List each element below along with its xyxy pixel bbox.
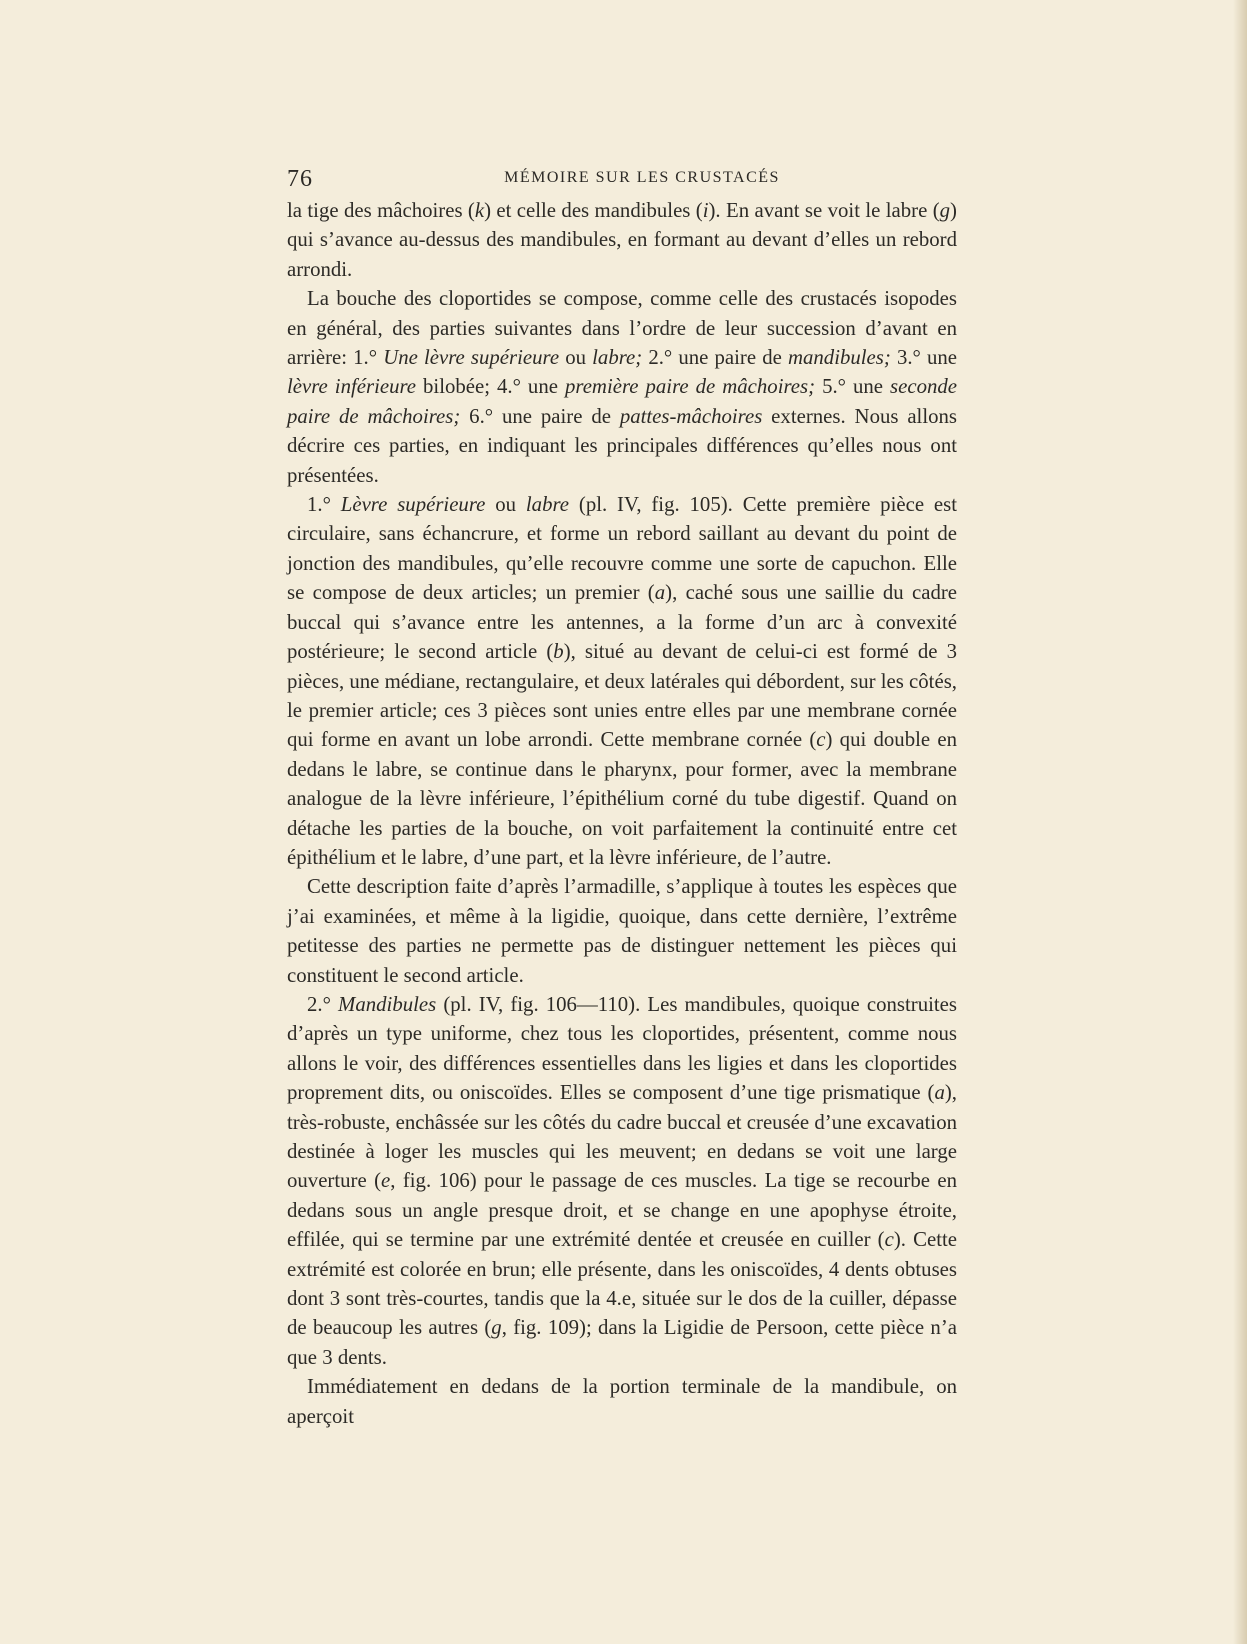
- italic-run: g: [939, 199, 951, 222]
- text-run: 5.° une: [815, 375, 891, 399]
- italic-run: labre: [525, 493, 570, 517]
- page-number: 76: [287, 166, 313, 192]
- italic-run: a: [934, 1081, 945, 1105]
- text-run: 3.° une: [890, 346, 958, 370]
- italic-run: mandibules;: [787, 346, 891, 370]
- text-run: ou: [559, 346, 593, 370]
- page-header: [287, 166, 957, 192]
- italic-run: labre;: [592, 346, 643, 370]
- italic-run: g: [491, 1316, 502, 1340]
- text-run: ou: [485, 493, 526, 517]
- text-run: 1.°: [307, 493, 341, 517]
- text-run: 6.° une paire de: [460, 404, 620, 428]
- text-run: 2.° une paire de: [642, 346, 788, 370]
- text-run: ), très-robuste, enchâssée sur les côtés du cadre buccal et creusée d’une excavation destinée à loger les muscles qui les meuvent; en dedans se voit une large ouverture (: [287, 1081, 957, 1193]
- italic-run: c: [816, 728, 826, 752]
- text-run: ) qui double en dedans le labre, se continue dans le pharynx, pour former, avec la membrane analogue de la lèvre inférieure, l’épithélium corné du tube digestif. Quand on détache les parties de la bouche, on voit parfaitement la continuité entre cet épithélium et le labre, d’une part, et la lèvre inférieure, de l’autre.: [287, 728, 957, 869]
- paragraph: [287, 196, 957, 284]
- italic-run: e: [381, 1169, 391, 1193]
- text-run: , fig. 106) pour le passage de ces muscles. La tige se recourbe en dedans sous un angle presque droit, et se change en une apophyse étroite, effilée, qui se termine par une extrémité dentée et creusée en cuiller (: [287, 1169, 957, 1252]
- italic-run: i: [702, 199, 709, 222]
- text-run: ). Cette extrémité est colorée en brun; elle présente, dans les oniscoïdes, 4 dents obtuses dont 3 sont très-courtes, tandis que la 4.e, située sur le dos de la cuiller, dépasse de beaucoup les autres (: [287, 1228, 957, 1340]
- running-title: MÉMOIRE SUR LES CRUSTACÉS: [504, 169, 780, 186]
- text-run: la tige des mâchoires (: [287, 199, 475, 222]
- text-run: 2.°: [307, 992, 339, 1016]
- text-run: Immédiatement en dedans de la portion terminale de la mandibule, on aperçoit: [287, 1375, 957, 1428]
- paragraph: [287, 490, 957, 872]
- paragraph: [287, 872, 957, 990]
- text-run: ) et celle des mandibules (: [484, 199, 703, 222]
- italic-run: lèvre inférieure: [287, 375, 417, 399]
- italic-run: k: [474, 199, 485, 222]
- text-run: ) qui s’avance au-dessus des mandibules, en formant au devant d’elles un rebord arrondi.: [287, 199, 957, 281]
- italic-run: seconde paire de mâchoires;: [287, 375, 957, 428]
- paragraph: [287, 990, 957, 1372]
- text-run: (pl. IV, fig. 105). Cette première pièce est circulaire, sans échancrure, et forme un rebord saillant au devant du point de jonction des mandibules, qu’elle recouvre comme une sorte de capuchon. Elle se compose de deux articles; un premier (: [287, 493, 958, 605]
- text-run: ), situé au devant de celui-ci est formé de 3 pièces, une médiane, rectangulaire, et deux latérales qui débordent, sur les côtés, le premier article; ces 3 pièces sont unies entre elles par une membrane cornée qui forme en avant un lobe arrondi. Cette membrane cornée (: [287, 640, 957, 752]
- text-run: , fig. 109); dans la Ligidie de Persoon, cette pièce n’a que 3 dents.: [287, 1316, 957, 1369]
- text-run: ). En avant se voit le labre (: [708, 199, 940, 222]
- italic-run: a: [654, 581, 666, 605]
- text-run: bilobée; 4.° une: [416, 375, 565, 399]
- italic-run: Lèvre supérieure: [340, 493, 486, 517]
- text-run: Cette description faite d’après l’armadille, s’applique à toutes les espèces que j’ai examinées, et même à la ligidie, quoique, dans cette dernière, l’extrême petitesse des parties ne permette pas de distinguer nettement les pièces qui constituent le second article.: [287, 875, 957, 987]
- paragraph: [287, 284, 957, 490]
- italic-run: Mandibules: [338, 992, 437, 1016]
- italic-run: pattes-mâchoires: [619, 404, 763, 428]
- text-run: ), caché sous une saillie du cadre buccal qui s’avance entre les antennes, a la forme d’un arc à convexité postérieure; le second article (: [287, 581, 957, 664]
- page-edge: [1233, 0, 1247, 1644]
- text-run: externes. Nous allons décrire ces parties, en indiquant les principales différences qu’elles nous ont présentées.: [287, 404, 958, 487]
- body-text: [287, 196, 957, 1431]
- text-run: La bouche des cloportides se compose, comme celle des crustacés isopodes en général, des parties suivantes dans l’ordre de leur succession d’avant en arrière: 1.°: [287, 287, 957, 370]
- paragraph: [287, 1372, 957, 1431]
- italic-run: Une lèvre supérieure: [383, 346, 560, 370]
- text-run: (pl. IV, fig. 106—110). Les mandibules, quoique construites d’après un type uniforme, chez tous les cloportides, présentent, comme nous allons le voir, des différences essentielles dans les ligies et dans les cloportides proprement dits, ou oniscoïdes. Elles se composent d’une tige prismatique (: [287, 992, 957, 1105]
- italic-run: b: [553, 640, 564, 664]
- italic-run: première paire de mâchoires;: [564, 375, 816, 399]
- italic-run: c: [884, 1228, 894, 1252]
